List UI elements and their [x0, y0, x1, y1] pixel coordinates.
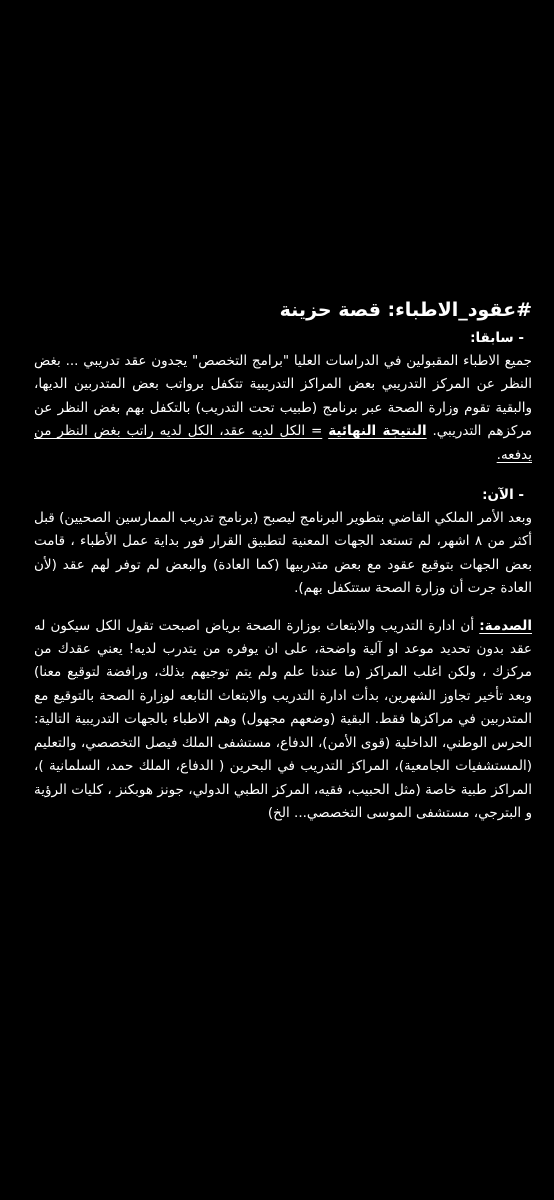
shock-label: الصدمة:: [479, 617, 532, 634]
section-label-before: - سابقا:: [470, 330, 524, 346]
spacer: [34, 467, 532, 485]
section-label-now: - الآن:: [482, 487, 524, 504]
shock-body-text: أن ادارة التدريب والابتعاث بوزارة الصحة برياض اصبحت تقول الكل سيكون له عقد بدون تحديد موعد او آلية واضحة، على ان يوفره من يتدرب لديه! يعني عقدك من مركزك ، ولكن اغلب المراكز (ما عندنا علم ولم يتم توجيهم بذلك، ورافضة لتوقيع معنا) وبعد تأخير تجاوز الشهرين، بدأت ادارة التدريب والابتعاث التابعه لوزارة الصحة بالتوقيع مع المتدربين في مراكزها فقط. البقية (وضعهم مجهول) وهم الاطباء بالجهات التدريبية التالية: الحرس الوطني، الداخلية (قوى الأمن)، الدفاع، مستشفى الملك فيصل التخصصي، والتعليم (المستشفيات الجامعية)، المراكز التدريب في البحرين ( الدفاع، الملك حمد، السلمانية )، المراكز طبية خاصة (مثل الحبيب، فقيه، المركز الطبي الدولي، جونز هوبكنز ، كليات الرؤية و البترجي، مستشفى الموسى التخصصي... الخ): [34, 617, 532, 821]
result-text: = الكل لديه عقد، الكل لديه راتب بغض النظر من يدفعه.: [34, 423, 532, 463]
post-title: #عقود_الاطباء: قصة حزينة: [279, 299, 532, 321]
section-body-shock: [34, 615, 532, 826]
result-label: النتيجة النهائية: [328, 423, 427, 440]
post-document: [34, 296, 532, 825]
spacer: [34, 601, 532, 615]
before-body-text: جميع الاطباء المقبولين في الدراسات العليا "برامج التخصص" يجدون عقد تدريبي ... بغض النظر عن المركز التدريبي بعض المراكز التدريبية تتكفل برواتب بعض المتدربين الديها، والبقية تقوم وزارة الصحة عبر برنامج (طبيب تحت التدريب) بالتكفل بهم بغض النظر عن مركزهم التدريبي.: [34, 353, 532, 440]
section-body-before: [34, 350, 532, 467]
section-body-now: وبعد الأمر الملكي القاضي بتطوير البرنامج ليصبح (برنامج تدريب الممارسين الصحيين) قبل أكثر من ٨ اشهر، لم تستعد الجهات المعنية لتطبيق القرار فور بداية عمل الأطباء ، قامت بعض الجهات بتوقيع عقود مع بعض متدربيها (كما العادة) والبعض لم توفر لهم عقد (لأن العادة جرت أن وزارة الصحة ستتكفل بهم).: [34, 510, 532, 597]
